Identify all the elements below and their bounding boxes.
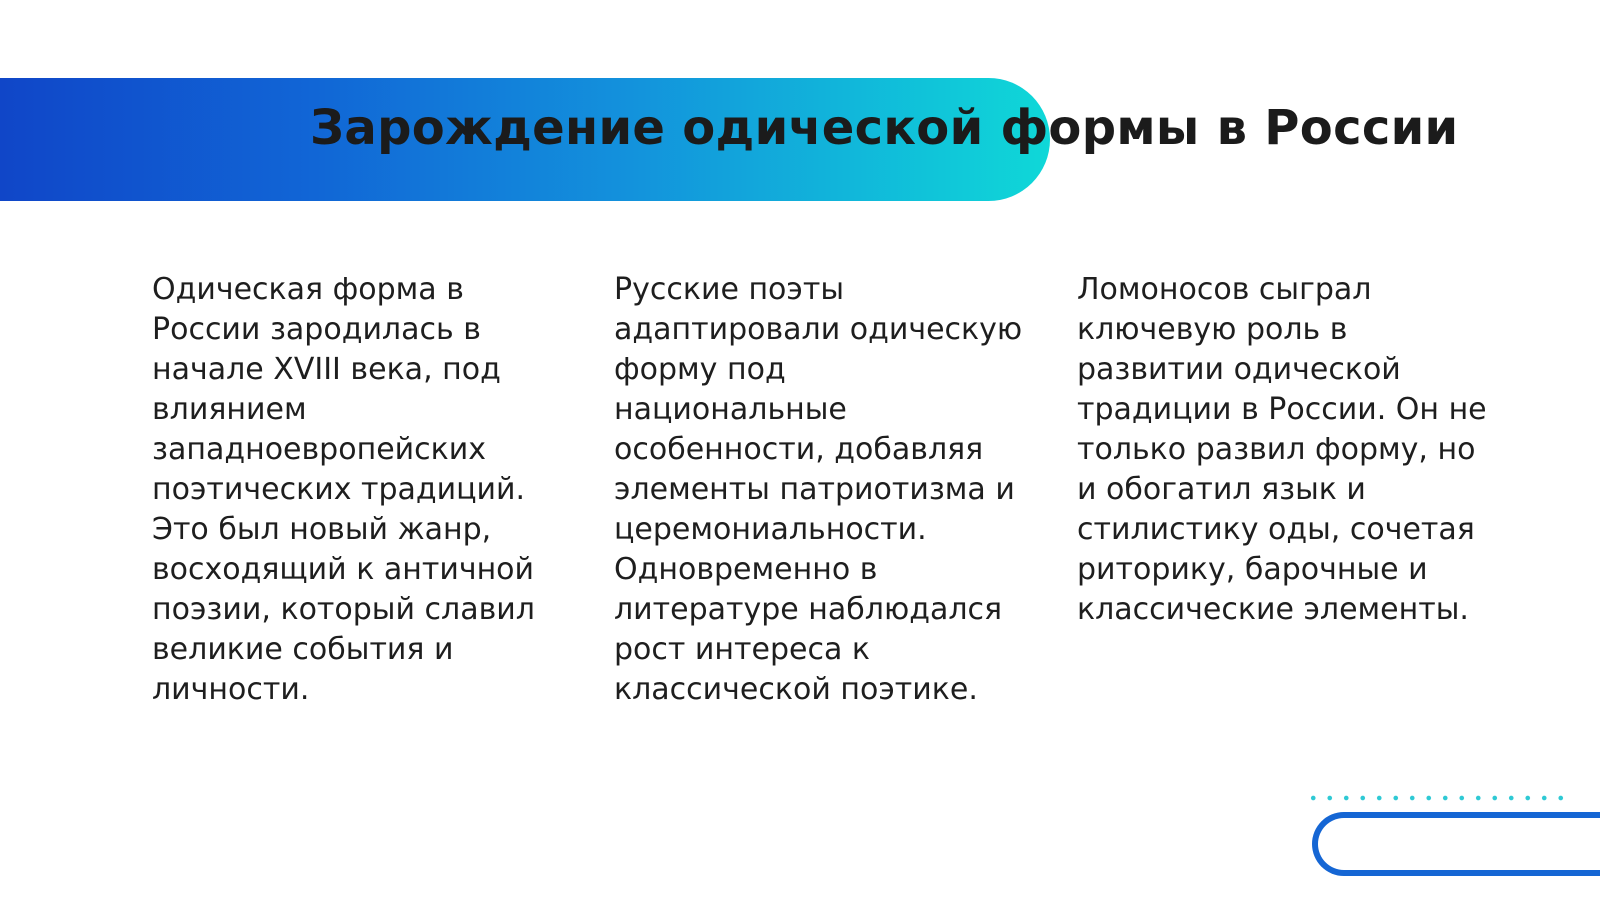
text-column-2: Русские поэты адаптировали одическую форму под национальные особенности, добавляя элементы патриотизма и церемониальности. Одновременно в литературе наблюдался рост интереса к классической поэтике. — [614, 272, 1023, 707]
text-column-1: Одическая форма в России зародилась в начале XVIII века, под влиянием западноевропейских поэтических традиций. Это был новый жанр, восходящий к античной поэзии, который славил великие события и личности. — [152, 272, 535, 707]
text-column-3: Ломоносов сыграл ключевую роль в развитии одической традиции в России. Он не только развил форму, но и обогатил язык и стилистику оды, сочетая риторику, барочные и классические элементы. — [1077, 272, 1487, 627]
decorative-dotted-line — [1305, 794, 1565, 802]
slide-title: Зарождение одической формы в России — [310, 100, 1459, 156]
decorative-pill-outline — [1312, 812, 1600, 876]
